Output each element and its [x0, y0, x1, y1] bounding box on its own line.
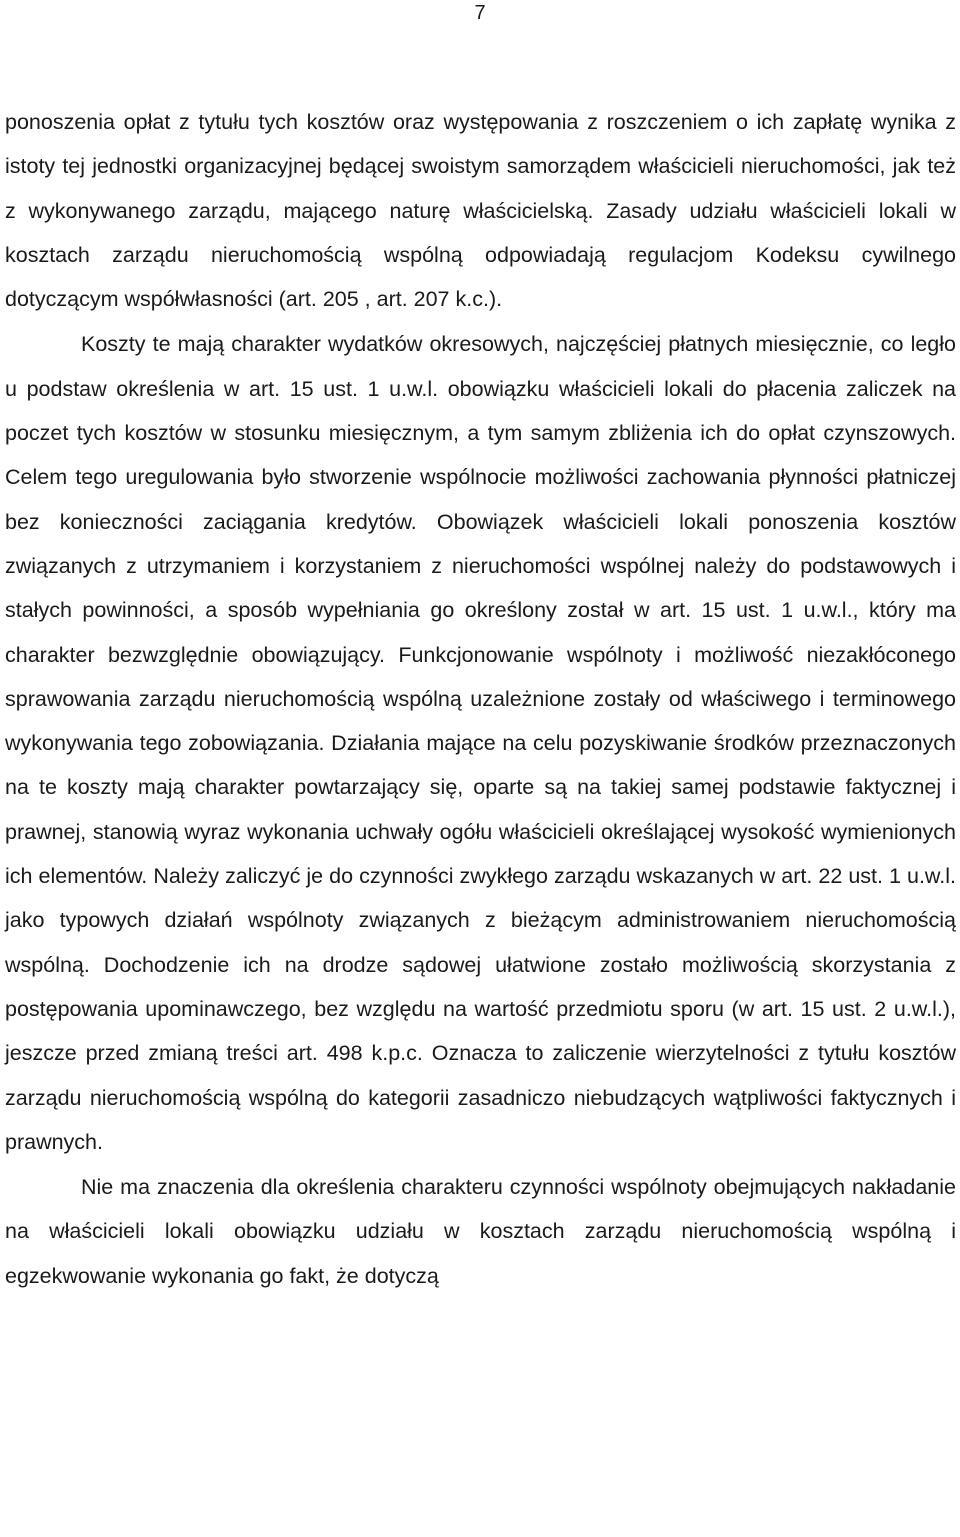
document-body	[5, 100, 956, 1298]
paragraph-3: Nie ma znaczenia dla określenia charakteru czynności wspólnoty obejmujących nakładanie na właścicieli lokali obowiązku udziału w kosztach zarządu nieruchomością wspólną i egzekwowanie wykonania go fakt, że dotyczą	[5, 1175, 956, 1288]
paragraph-2: Koszty te mają charakter wydatków okresowych, najczęściej płatnych miesięcznie, co legło u podstaw określenia w art. 15 ust. 1 u.w.l. obowiązku właścicieli lokali do płacenia zaliczek na poczet tych kosztów w stosunku miesięcznym, a tym samym zbliżenia ich do opłat czynszowych. Celem tego uregulowania było stworzenie wspólnocie możliwości zachowania płynności płatniczej bez konieczności zaciągania kredytów. Obowiązek właścicieli lokali ponoszenia kosztów związanych z utrzymaniem i korzystaniem z nieruchomości wspólnej należy do podstawowych i stałych powinności, a sposób wypełniania go określony został w art. 15 ust. 1 u.w.l., który ma charakter bezwzględnie obowiązujący. Funkcjonowanie wspólnoty i możliwość niezakłóconego sprawowania zarządu nieruchomością wspólną uzależnione zostały od właściwego i terminowego wykonywania tego zobowiązania. Działania mające na celu pozyskiwanie środków przeznaczonych na te koszty mają charakter powtarzający się, oparte są na takiej samej podstawie faktycznej i prawnej, stanowią wyraz wykonania uchwały ogółu właścicieli określającej wysokość wymienionych ich elementów. Należy zaliczyć je do czynności zwykłego zarządu wskazanych w art. 22 ust. 1 u.w.l. jako typowych działań wspólnoty związanych z bieżącym administrowaniem nieruchomością wspólną. Dochodzenie ich na drodze sądowej ułatwione zostało możliwością skorzystania z postępowania upominawczego, bez względu na wartość przedmiotu sporu (w art. 15 ust. 2 u.w.l.), jeszcze przed zmianą treści art. 498 k.p.c. Oznacza to zaliczenie wierzytelności z tytułu kosztów zarządu nieruchomością wspólną do kategorii zasadniczo niebudzących wątpliwości faktycznych i prawnych.	[5, 332, 956, 1154]
page-number: 7	[474, 2, 486, 24]
paragraph-1: ponoszenia opłat z tytułu tych kosztów oraz występowania z roszczeniem o ich zapłatę wynika z istoty tej jednostki organizacyjnej będącej swoistym samorządem właścicieli nieruchomości, jak też z wykonywanego zarządu, mającego naturę właścicielską. Zasady udziału właścicieli lokali w kosztach zarządu nieruchomością wspólną odpowiadają regulacjom Kodeksu cywilnego dotyczącym współwłasności (art. 205 , art. 207 k.c.).	[5, 110, 956, 312]
